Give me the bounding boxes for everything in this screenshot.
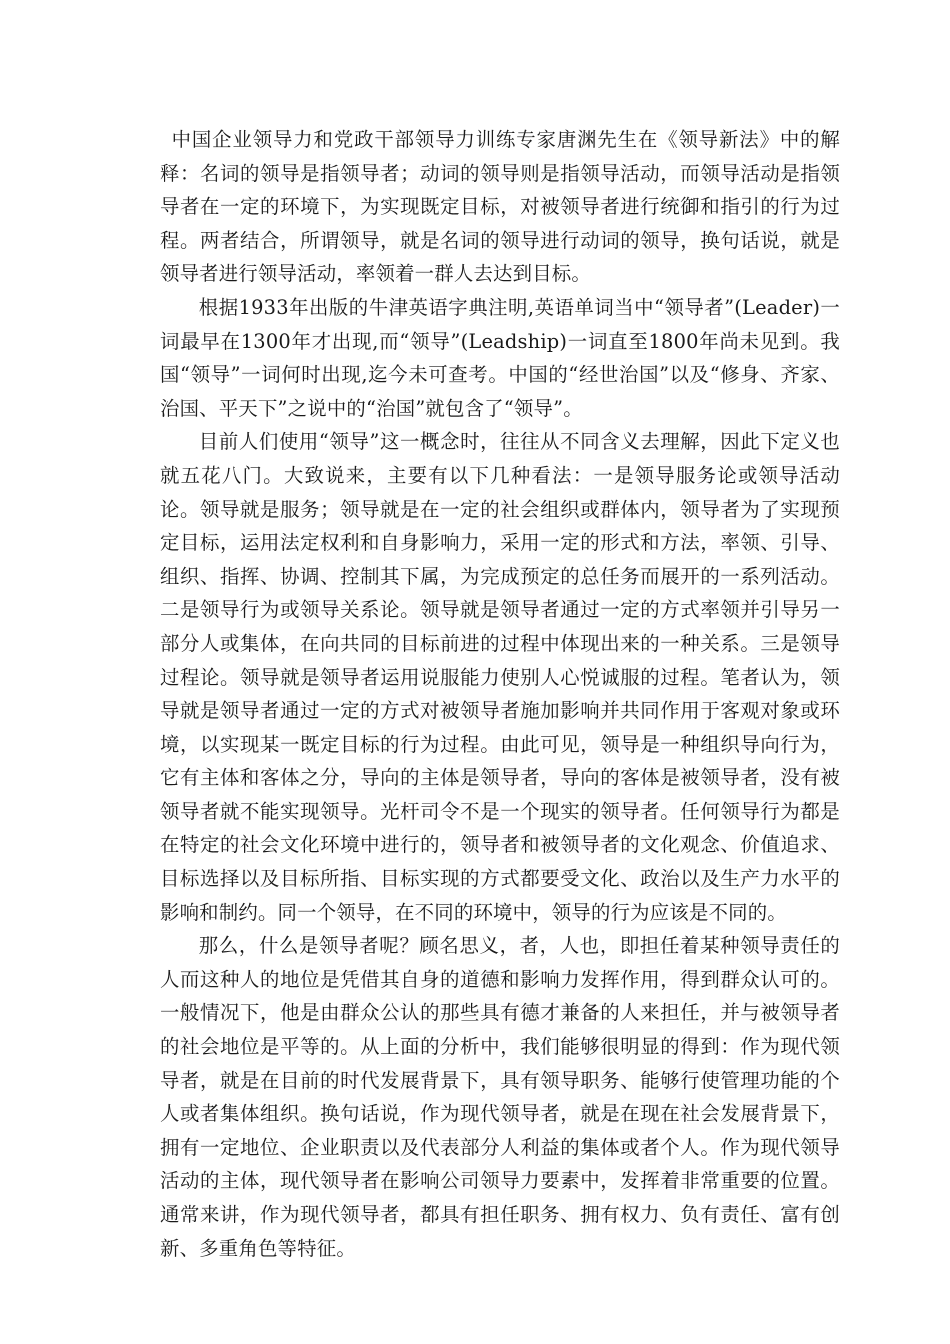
paragraph-leadership-definition: 中国企业领导力和党政干部领导力训练专家唐渊先生在《领导新法》中的解释：名词的领导是指领导者；动词的领导则是指领导活动，而领导活动是指领导者在一定的环境下，为实现既定目标，对被领导者进行统御和指引的行为过程。两者结合，所谓领导，就是名词的领导进行动词的领导，换句话说，就是领导者进行领导活动，率领着一群人去达到目标。: [160, 128, 840, 286]
paragraph-oxford-dictionary: 根据1933年出版的牛津英语字典注明,英语单词当中“领导者”(Leader)一词最早在1300年才出现,而“领导”(Leadship)一词直至1800年尚未见到。我国“领导”一词何时出现,迄今未可查考。中国的“经世治国”以及“修身、齐家、治国、平天下”之说中的“治国”就包含了“领导”。: [160, 295, 840, 420]
document-page: [160, 123, 840, 1265]
paragraph-what-is-leader: 那么，什么是领导者呢？顾名思义，者，人也，即担任着某种领导责任的人而这种人的地位是凭借其自身的道德和影响力发挥作用，得到群众认可的。一般情况下，他是由群众公认的那些具有德才兼备的人来担任，并与被领导者的社会地位是平等的。从上面的分析中，我们能够很明显的得到：作为现代领导者，就是在目前的时代发展背景下，具有领导职务、能够行使管理功能的个人或者集体组织。换句话说，作为现代领导者，就是在现在社会发展背景下，拥有一定地位、企业职责以及代表部分人利益的集体或者个人。作为现代领导活动的主体，现代领导者在影响公司领导力要素中，发挥着非常重要的位置。通常来讲，作为现代领导者，都具有担任职务、拥有权力、负有责任、富有创新、多重角色等特征。: [160, 934, 840, 1260]
paragraph-leadership-views: 目前人们使用“领导”这一概念时，往往从不同含义去理解，因此下定义也就五花八门。大致说来，主要有以下几种看法：一是领导服务论或领导活动论。领导就是服务；领导就是在一定的社会组织或群体内，领导者为了实现预定目标，运用法定权利和自身影响力，采用一定的形式和方法，率领、引导、组织、指挥、协调、控制其下属，为完成预定的总任务而展开的一系列活动。二是领导行为或领导关系论。领导就是领导者通过一定的方式率领并引导另一部分人或集体，在向共同的目标前进的过程中体现出来的一种关系。三是领导过程论。领导就是领导者运用说服能力使别人心悦诚服的过程。笔者认为，领导就是领导者通过一定的方式对被领导者施加影响并共同作用于客观对象或环境，以实现某一既定目标的行为过程。由此可见，领导是一种组织导向行为，它有主体和客体之分，导向的主体是领导者，导向的客体是被领导者，没有被领导者就不能实现领导。光杆司令不是一个现实的领导者。任何领导行为都是在特定的社会文化环境中进行的，领导者和被领导者的文化观念、价值追求、目标选择以及目标所指、目标实现的方式都要受文化、政治以及生产力水平的影响和制约。同一个领导，在不同的环境中，领导的行为应该是不同的。: [160, 430, 840, 924]
